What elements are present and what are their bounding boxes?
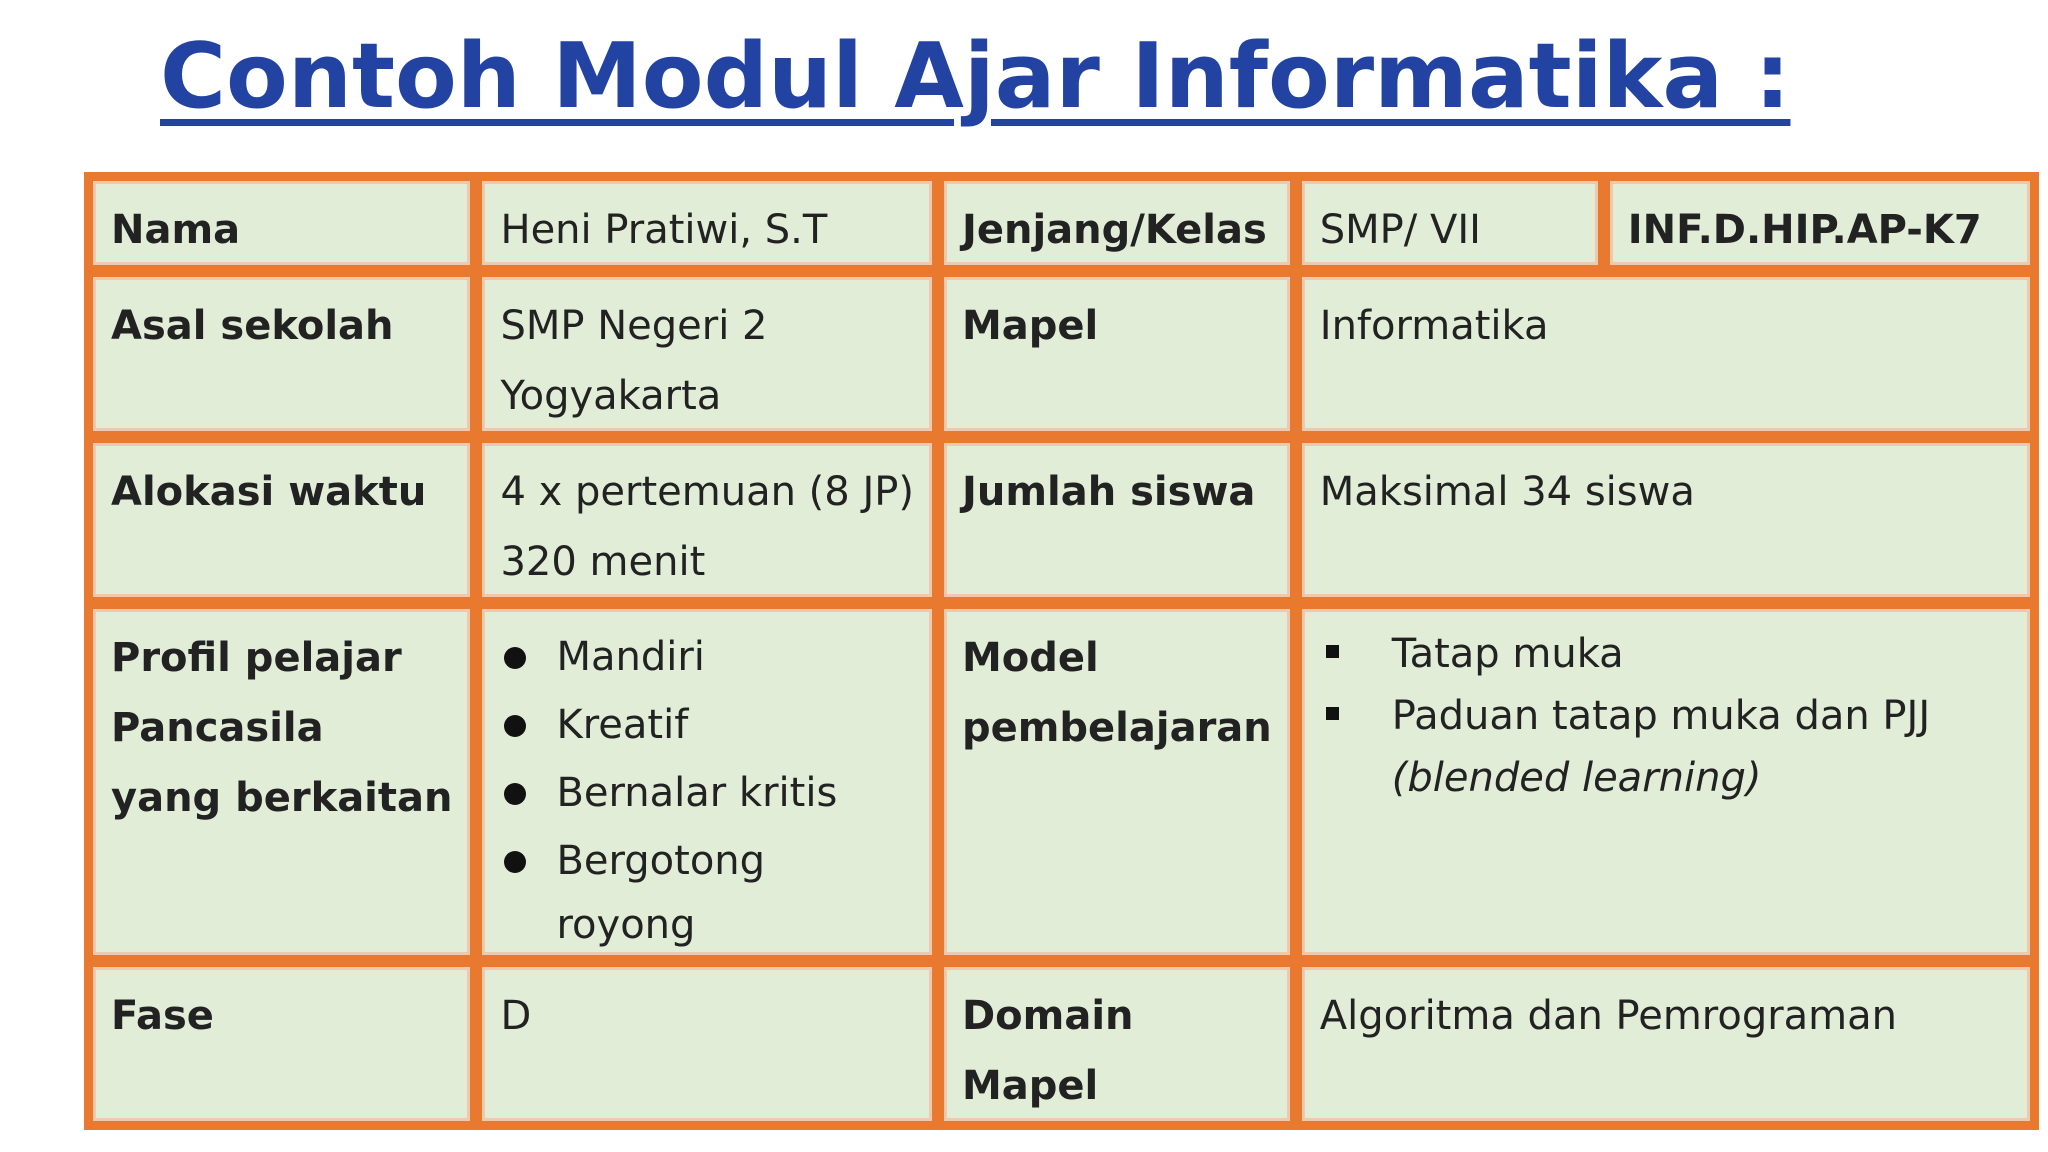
model-pembelajaran-label [938, 603, 1296, 961]
domain-label-line-2: Mapel [961, 1063, 1099, 1109]
domain-mapel-value: Algoritma dan Pemrograman [1296, 961, 2036, 1127]
jumlah-siswa-label: Jumlah siswa [938, 437, 1296, 603]
table-row-fase [87, 961, 2036, 1127]
alokasi-waktu-value [476, 437, 937, 603]
asal-sekolah-label: Asal sekolah [87, 271, 476, 437]
mapel-label: Mapel [938, 271, 1296, 437]
profil-label-line-1: Profil pelajar [111, 635, 402, 681]
list-item: Tatap muka [1320, 623, 2012, 685]
nama-label: Nama [87, 175, 476, 271]
module-info-table [84, 172, 2039, 1130]
jenjang-value: SMP/ VII [1296, 175, 1604, 271]
asal-sekolah-value [476, 271, 937, 437]
list-item [1320, 685, 2012, 809]
list-item: Bergotong [500, 827, 913, 895]
alokasi-waktu-label: Alokasi waktu [87, 437, 476, 603]
profil-list-continuation: royong [556, 902, 696, 948]
domain-label-line-1: Domain [961, 993, 1134, 1039]
profil-label-line-2: Pancasila [111, 705, 324, 751]
list-item: Mandiri [500, 623, 913, 691]
model-label-line-1: Model [961, 635, 1099, 681]
model-label-line-2: pembelajaran [961, 705, 1272, 751]
model-item-note: (blended learning) [1391, 755, 1762, 801]
table-row-asal-sekolah [87, 271, 2036, 437]
alokasi-waktu-line-1: 4 x pertemuan (8 JP) [500, 469, 914, 515]
jumlah-siswa-value: Maksimal 34 siswa [1296, 437, 2036, 603]
fase-value: D [476, 961, 937, 1127]
model-list [1320, 623, 2012, 809]
profil-pelajar-label [87, 603, 476, 961]
fase-label: Fase [87, 961, 476, 1127]
table-row-alokasi-waktu [87, 437, 2036, 603]
table-row-profil-pelajar [87, 603, 2036, 961]
asal-sekolah-line-2: Yogyakarta [500, 373, 722, 419]
mapel-value: Informatika [1296, 271, 2036, 437]
list-item: Bernalar kritis [500, 759, 913, 827]
page-title: Contoh Modul Ajar Informatika : [160, 24, 1791, 129]
table-row-nama [87, 175, 2036, 271]
profil-list [500, 623, 913, 895]
model-pembelajaran-value [1296, 603, 2036, 961]
profil-label-line-3: yang berkaitan [111, 775, 453, 821]
nama-value: Heni Pratiwi, S.T [476, 175, 937, 271]
profil-pelajar-value [476, 603, 937, 961]
asal-sekolah-line-1: SMP Negeri 2 [500, 303, 768, 349]
list-item: Kreatif [500, 691, 913, 759]
module-code: INF.D.HIP.AP-K7 [1604, 175, 2036, 271]
jenjang-label: Jenjang/Kelas [938, 175, 1296, 271]
domain-mapel-label [938, 961, 1296, 1127]
model-item-text: Paduan tatap muka dan PJJ [1391, 693, 1931, 739]
alokasi-waktu-line-2: 320 menit [500, 539, 706, 585]
